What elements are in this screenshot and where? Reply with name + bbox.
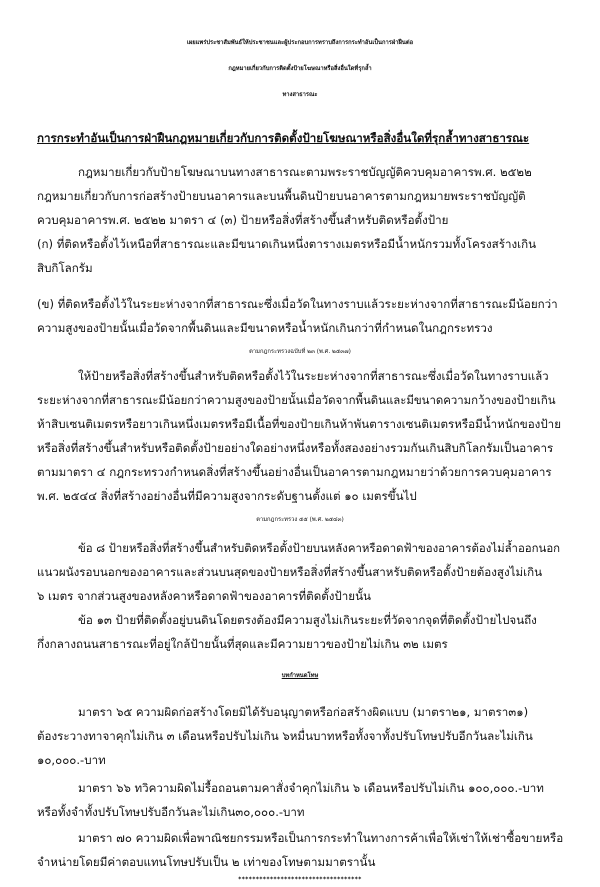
header-line-1: เผยแพร่ประชาสัมพันธ์ให้ประชาชนและผู้ประกอบการทราบถึงการกระทำอันเป็นการฝ่าฝืนต่อ	[186, 40, 414, 46]
body-line: ตามมาตรา ๔ กฎกระทรวงกำหนดสิ่งที่สร้างขึ้นอย่างอื่นเป็นอาคารตามกฎหมายว่าด้วยการควบคุมอาคาร	[37, 465, 552, 479]
body-line: กฎหมายเกี่ยวกับป้ายโฆษณาบนทางสาธารณะตามพระราชบัญญัติควบคุมอาคารพ.ศ. ๒๕๒๒	[78, 165, 532, 179]
penalty-title: บทกำหนดโทษ	[281, 673, 319, 679]
header-line-2: กฎหมายเกี่ยวกับการติดตั้งป้ายโฆษณาหรือสิ่งอื่นใดที่รุกล้ำ	[228, 66, 372, 72]
penalty-line: มาตรา ๗๐ ความผิดเพื่อพาณิชยกรรมหรือเป็นการกระทำในทางการค้าเพื่อให้เช่าให้เช่าซื้อขายหรือ	[78, 831, 564, 845]
body-line: พ.ศ. ๒๕๔๔ สิ่งที่สร้างอย่างอื่นที่มีความสูงจากระดับฐานตั้งแต่ ๑๐ เมตรขึ้นไป	[37, 489, 417, 503]
body-line: ควบคุมอาคารพ.ศ. ๒๕๒๒ มาตรา ๔ (๓) ป้ายหรือสิ่งที่สร้างขึ้นสำหรับติดหรือตั้งป้าย	[37, 213, 449, 227]
body-line: หรือสิ่งที่สร้างขึ้นสำหรับหรือติดตั้งป้ายอย่างใดอย่างหนึ่งหรือทั้งสองอย่างรวมกันเกินสิบกิโลกรัมเป็นอาคาร	[37, 441, 554, 455]
body-line: ให้ป้ายหรือสิ่งที่สร้างขึ้นสำหรับติดหรือตั้งไว้ในระยะห่างจากที่สาธารณะซึ่งเมื่อวัดในทางราบแล้ว	[78, 369, 549, 383]
body-line: กฎหมายเกี่ยวกับการก่อสร้างป้ายบนอาคารและบนพื้นดินป้ายบนอาคารตามกฎหมายพระราชบัญญัติ	[37, 189, 526, 203]
penalty-line: มาตรา ๖๕ ความผิดก่อสร้างโดยมิได้รับอนุญาตหรือก่อสร้างผิดแบบ (มาตรา๒๑, มาตรา๓๑)	[78, 705, 529, 719]
body-line: ระยะห่างจากที่สาธารณะมีน้อยกว่าความสูงของป้ายนั้นเมื่อวัดจากพื้นดินและมีขนาดความกว้างของป้ายเกิน	[37, 393, 556, 407]
body-line: ความสูงของป้ายนั้นเมื่อวัดจากพื้นดินและมีขนาดหรือน้ำหนักเกินกว่าที่กำหนดในกฎกระทรวง	[37, 321, 493, 335]
penalty-line: มาตรา ๖๖ ทวิความผิดไม่รื้อถอนตามคาสั่งจำคุกไม่เกิน ๖ เดือนหรือปรับไม่เกิน ๑๐๐,๐๐๐.-บาท	[78, 781, 544, 795]
penalty-line: จำหน่ายโดยมีค่าตอบแทนโทษปรับเป็น ๒ เท่าของโทษตามมาตรานั้น	[37, 855, 376, 869]
body-line: กึ่งกลางถนนสาธารณะที่อยู่ใกล้ป้ายนั้นที่สุดและมีความยาวของป้ายไม่เกิน ๓๒ เมตร	[37, 637, 448, 651]
body-line: สิบกิโลกรัม	[37, 261, 93, 275]
footer-divider: ***********************************	[238, 877, 362, 883]
body-line: ห้าสิบเซนติเมตรหรือยาวเกินหนึ่งเมตรหรือมีเนื้อที่ของป้ายเกินห้าพันตารางเซนติเมตรหรือมีน้ำหนักของป้าย	[37, 417, 561, 431]
penalty-line: ๑๐,๐๐๐.-บาท	[37, 753, 106, 767]
body-line: ข้อ ๘ ป้ายหรือสิ่งที่สร้างขึ้นสำหรับติดหรือตั้งป้ายบนหลังคาหรือดาดฟ้าของอาคารต้องไม่ล้ำออกนอก	[78, 541, 561, 555]
section-title: การกระทำอันเป็นการฝ่าฝืนกฎหมายเกี่ยวกับการติดตั้งป้ายโฆษณาหรือสิ่งอื่นใดที่รุกล้ำทางสาธารณะ	[37, 131, 530, 145]
sub-heading: ตามกฎกระทรวงฉบับที่ ๒๓ (พ.ศ. ๒๕๓๗)	[249, 349, 351, 355]
body-line: (ก) ที่ติดหรือตั้งไว้เหนือที่สาธารณะและมีขนาดเกินหนึ่งตารางเมตรหรือมีน้ำหนักรวมทั้งโครงสร้างเกิน	[37, 237, 537, 251]
body-line: ๖ เมตร จากส่วนสูงของหลังคาหรือดาดฟ้าของอาคารที่ติดตั้งป้ายนั้น	[37, 589, 371, 603]
penalty-line: ต้องระวางทาจาคุกไม่เกิน ๓ เดือนหรือปรับไม่เกิน ๖หมื่นบาทหรือทั้งจาทั้งปรับโทษปรับอีกวันละไม่เกิน	[37, 729, 533, 743]
body-line: ข้อ ๑๓ ป้ายที่ติดตั้งอยู่บนดินโดยตรงต้องมีความสูงไม่เกินระยะที่วัดจากจุดที่ติดตั้งป้ายไปจนถึง	[78, 613, 537, 627]
header-line-3: ทางสาธารณะ	[282, 92, 318, 98]
body-line: (ข) ที่ติดหรือตั้งไว้ในระยะห่างจากที่สาธารณะซึ่งเมื่อวัดในทางราบแล้วระยะห่างจากที่สาธารณะมีน้อยกว่า	[37, 297, 558, 311]
body-line: แนวผนังรอบนอกของอาคารและส่วนบนสุดของป้ายหรือสิ่งที่สร้างขึ้นสาหรับติดหรือตั้งป้ายต้องสูงไม่เกิน	[37, 565, 543, 579]
sub-heading: ตามกฎกระทรวง ๕๕ (พ.ศ. ๒๕๔๓)	[256, 517, 344, 523]
penalty-line: หรือทั้งจำทั้งปรับโทษปรับอีกวันละไม่เกิน๓๐,๐๐๐.-บาท	[37, 805, 305, 819]
